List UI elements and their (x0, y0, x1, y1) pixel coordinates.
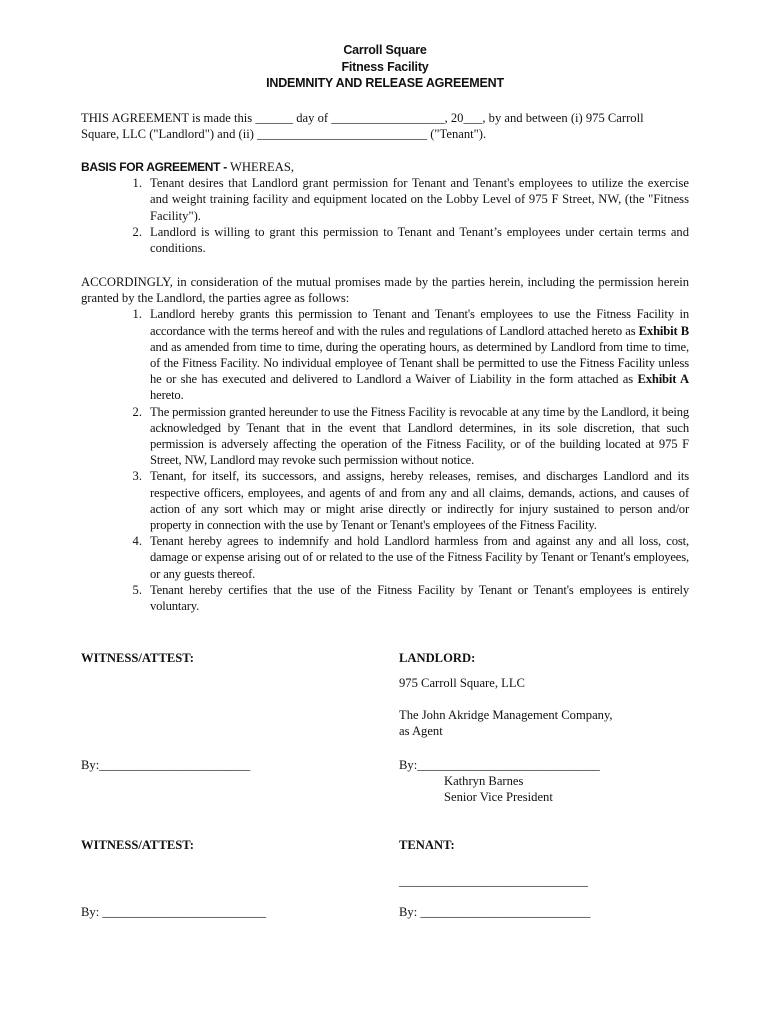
basis-item (81, 224, 689, 256)
witness-signature-line-2: By: __________________________ (81, 905, 267, 919)
term-text-part: hereto. (150, 388, 184, 403)
basis-list (81, 175, 689, 256)
exhibit-b-ref: Exhibit B (638, 323, 689, 338)
tenant-signature-line: By: ___________________________ (399, 905, 591, 919)
tenant-label: TENANT: (399, 838, 455, 852)
term-item (81, 582, 689, 614)
basis-item-number: 1. (132, 176, 142, 191)
term-number: 3. (132, 469, 142, 484)
term-text: Tenant, for itself, its successors, and assigns, hereby releases, remises, and discharges Landlord and its respective officers, employees, and agents of and from any and all claims, demands, actions, and causes of action of any sort which may or might arise directly or indirectly for injury sustained to person and/or property in connection with the use by Tenant or Tenant's employees of the Fitness Facility. (150, 469, 689, 533)
basis-item-text: Tenant desires that Landlord grant permission for Tenant and Tenant's employees to utilize the exercise and weight training facility and equipment located on the Lobby Level of 975 F Street, NW, (the "Fitness Facility"). (150, 176, 689, 223)
basis-section (81, 159, 689, 256)
term-item (81, 306, 689, 403)
term-number: 4. (132, 534, 142, 549)
title-agreement: INDEMNITY AND RELEASE AGREEMENT (266, 76, 504, 90)
intro-line-2: Square, LLC ("Landlord") and (ii) ___________________________ ("Tenant"). (81, 127, 487, 142)
basis-item-number: 2. (132, 224, 142, 239)
term-number: 2. (132, 404, 142, 419)
agent-role: as Agent (399, 724, 443, 738)
term-text (150, 306, 689, 403)
basis-heading (81, 159, 689, 175)
basis-item (81, 175, 689, 224)
term-item (81, 533, 689, 582)
intro-line-1: THIS AGREEMENT is made this ______ day of __________________, 20___, by and between (i) 975 Carroll (81, 111, 644, 125)
agent-name: The John Akridge Management Company, (399, 708, 613, 722)
landlord-signature-line: By:_____________________________ (399, 758, 600, 772)
exhibit-a-ref: Exhibit A (637, 372, 689, 387)
basis-heading-label: BASIS FOR AGREEMENT - (81, 160, 230, 174)
witness-label-2: WITNESS/ATTEST: (81, 838, 194, 852)
landlord-entity: 975 Carroll Square, LLC (399, 676, 525, 690)
basis-item-text: Landlord is willing to grant this permission to Tenant and Tenant’s employees under certain terms and conditions. (150, 224, 689, 256)
terms-list (81, 306, 689, 614)
accordingly-paragraph: ACCORDINGLY, in consideration of the mutual promises made by the parties herein, including the permission herein granted by the Landlord, the parties agree as follows: (81, 275, 689, 306)
landlord-label: LANDLORD: (399, 651, 476, 665)
term-text-part: and as amended from time to time, during the operating hours, as determined by Landlord from time to time, of the Fitness Facility. No individual employee of Tenant shall be permitted to use the Fitness Facility unless he or she has executed and delivered to Landlord a Waiver of Liability in the form attached as (150, 339, 689, 387)
term-number: 1. (132, 307, 142, 322)
witness-label-1: WITNESS/ATTEST: (81, 651, 194, 665)
basis-whereas: WHEREAS, (229, 160, 294, 174)
term-number: 5. (132, 582, 142, 597)
term-text: Tenant hereby agrees to indemnify and hold Landlord harmless from and against any and all loss, cost, damage or expense arising out of or related to the use of the Fitness Facility by Tenant or Tenant's employees, or any guests thereof. (150, 534, 689, 581)
title-facility: Fitness Facility (341, 59, 429, 74)
witness-signature-line-1: By:________________________ (81, 758, 251, 772)
term-text: The permission granted hereunder to use the Fitness Facility is revocable at any time by the Landlord, it being acknowledged by Tenant that in the event that Landlord determines, in its sole discretion, that such permission is adversely affecting the operation of the Fitness Facility, or of the building located at 975 F Street, NW, Landlord may revoke such permission without notice. (150, 404, 689, 468)
signer-name: Kathryn Barnes (444, 774, 524, 788)
term-text-part: Landlord hereby grants this permission to Tenant and Tenant's employees to use the Fitness Facility in accordance with the terms hereof and with the rules and regulations of Landlord attached hereto as (150, 307, 689, 338)
term-item (81, 404, 689, 469)
intro-paragraph (81, 110, 697, 142)
accordingly-section (81, 274, 689, 614)
term-item (81, 468, 689, 533)
tenant-name-line: ______________________________ (399, 874, 588, 888)
document-title (0, 42, 770, 92)
term-text: Tenant hereby certifies that the use of the Fitness Facility by Tenant or Tenant's employees is entirely voluntary. (150, 582, 689, 614)
signer-title: Senior Vice President (444, 790, 553, 804)
title-property: Carroll Square (343, 43, 427, 57)
